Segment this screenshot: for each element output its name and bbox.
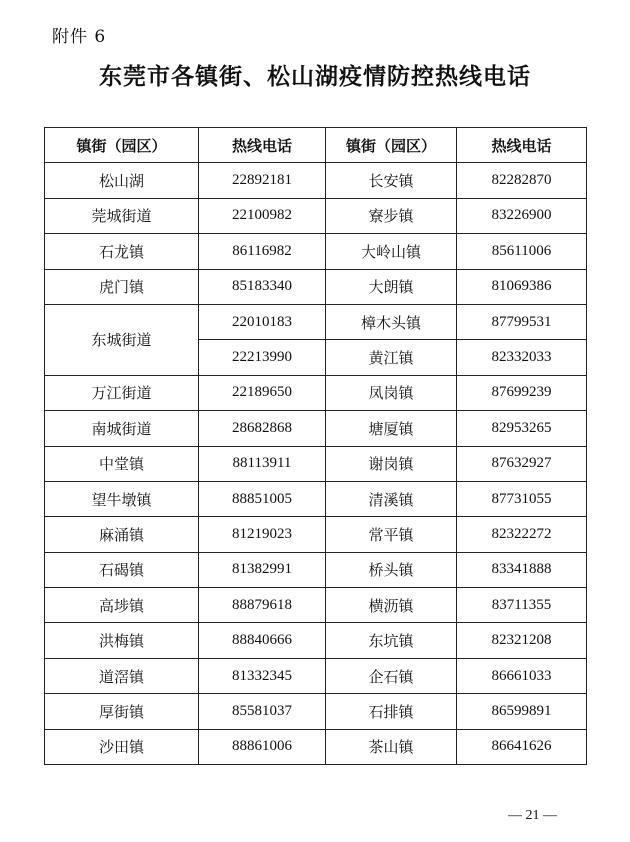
phone-cell: 83226900 bbox=[457, 198, 587, 233]
table-row bbox=[45, 552, 587, 587]
table-row bbox=[45, 694, 587, 729]
town-cell: 中堂镇 bbox=[45, 446, 199, 481]
town-cell: 樟木头镇 bbox=[326, 304, 457, 339]
header-phone-left: 热线电话 bbox=[199, 128, 326, 163]
phone-cell: 87699239 bbox=[457, 375, 587, 410]
phone-cell: 87632927 bbox=[457, 446, 587, 481]
phone-cell: 82282870 bbox=[457, 163, 587, 198]
table-row bbox=[45, 517, 587, 552]
phone-cell: 81382991 bbox=[199, 552, 326, 587]
phone-cell: 87731055 bbox=[457, 481, 587, 516]
town-cell: 寮步镇 bbox=[326, 198, 457, 233]
phone-cell: 88851005 bbox=[199, 481, 326, 516]
phone-cell: 88113911 bbox=[199, 446, 326, 481]
phone-cell: 83711355 bbox=[457, 588, 587, 623]
phone-cell: 81332345 bbox=[199, 658, 326, 693]
town-cell: 大岭山镇 bbox=[326, 234, 457, 269]
town-cell: 桥头镇 bbox=[326, 552, 457, 587]
town-cell: 清溪镇 bbox=[326, 481, 457, 516]
town-cell: 东城街道 bbox=[45, 304, 199, 375]
table-row bbox=[45, 658, 587, 693]
town-cell: 沙田镇 bbox=[45, 729, 199, 764]
town-cell: 大朗镇 bbox=[326, 269, 457, 304]
town-cell: 万江街道 bbox=[45, 375, 199, 410]
town-cell: 洪梅镇 bbox=[45, 623, 199, 658]
phone-cell: 86116982 bbox=[199, 234, 326, 269]
phone-cell: 85611006 bbox=[457, 234, 587, 269]
phone-cell: 88861006 bbox=[199, 729, 326, 764]
phone-cell: 88879618 bbox=[199, 588, 326, 623]
phone-cell: 28682868 bbox=[199, 411, 326, 446]
town-cell: 麻涌镇 bbox=[45, 517, 199, 552]
town-cell: 黄江镇 bbox=[326, 340, 457, 375]
town-cell: 石碣镇 bbox=[45, 552, 199, 587]
header-phone-right: 热线电话 bbox=[457, 128, 587, 163]
town-cell: 高埗镇 bbox=[45, 588, 199, 623]
page-number: — 21 — bbox=[508, 808, 557, 823]
page-title: 东莞市各镇街、松山湖疫情防控热线电话 bbox=[99, 63, 531, 90]
town-cell: 东坑镇 bbox=[326, 623, 457, 658]
phone-cell: 88840666 bbox=[199, 623, 326, 658]
phone-cell: 22213990 bbox=[199, 340, 326, 375]
table-row bbox=[45, 198, 587, 233]
town-cell: 道滘镇 bbox=[45, 658, 199, 693]
town-cell: 石排镇 bbox=[326, 694, 457, 729]
table-row bbox=[45, 729, 587, 764]
town-cell: 望牛墩镇 bbox=[45, 481, 199, 516]
town-cell: 石龙镇 bbox=[45, 234, 199, 269]
phone-cell: 82321208 bbox=[457, 623, 587, 658]
hotline-table bbox=[44, 127, 587, 765]
table-row bbox=[45, 163, 587, 198]
table-row bbox=[45, 588, 587, 623]
phone-cell: 22100982 bbox=[199, 198, 326, 233]
town-cell: 凤岗镇 bbox=[326, 375, 457, 410]
town-cell: 常平镇 bbox=[326, 517, 457, 552]
table-row bbox=[45, 623, 587, 658]
table-row bbox=[45, 481, 587, 516]
table-row bbox=[45, 304, 587, 339]
table-row bbox=[45, 234, 587, 269]
town-cell: 谢岗镇 bbox=[326, 446, 457, 481]
phone-cell: 82322272 bbox=[457, 517, 587, 552]
phone-cell: 85581037 bbox=[199, 694, 326, 729]
town-cell: 松山湖 bbox=[45, 163, 199, 198]
town-cell: 茶山镇 bbox=[326, 729, 457, 764]
table-header-row bbox=[45, 128, 587, 163]
header-town-left: 镇街（园区） bbox=[45, 128, 199, 163]
town-cell: 企石镇 bbox=[326, 658, 457, 693]
attachment-label: 附件 6 bbox=[52, 27, 107, 47]
phone-cell: 86599891 bbox=[457, 694, 587, 729]
phone-cell: 86661033 bbox=[457, 658, 587, 693]
header-town-right: 镇街（园区） bbox=[326, 128, 457, 163]
phone-cell: 82332033 bbox=[457, 340, 587, 375]
phone-cell: 81069386 bbox=[457, 269, 587, 304]
phone-cell: 22892181 bbox=[199, 163, 326, 198]
phone-cell: 81219023 bbox=[199, 517, 326, 552]
phone-cell: 85183340 bbox=[199, 269, 326, 304]
phone-cell: 22189650 bbox=[199, 375, 326, 410]
table-row bbox=[45, 446, 587, 481]
table-row bbox=[45, 375, 587, 410]
phone-cell: 86641626 bbox=[457, 729, 587, 764]
town-cell: 长安镇 bbox=[326, 163, 457, 198]
town-cell: 塘厦镇 bbox=[326, 411, 457, 446]
town-cell: 虎门镇 bbox=[45, 269, 199, 304]
phone-cell: 82953265 bbox=[457, 411, 587, 446]
phone-cell: 83341888 bbox=[457, 552, 587, 587]
table-row bbox=[45, 411, 587, 446]
phone-cell: 87799531 bbox=[457, 304, 587, 339]
town-cell: 横沥镇 bbox=[326, 588, 457, 623]
town-cell: 厚街镇 bbox=[45, 694, 199, 729]
town-cell: 莞城街道 bbox=[45, 198, 199, 233]
town-cell: 南城街道 bbox=[45, 411, 199, 446]
table-row bbox=[45, 269, 587, 304]
phone-cell: 22010183 bbox=[199, 304, 326, 339]
